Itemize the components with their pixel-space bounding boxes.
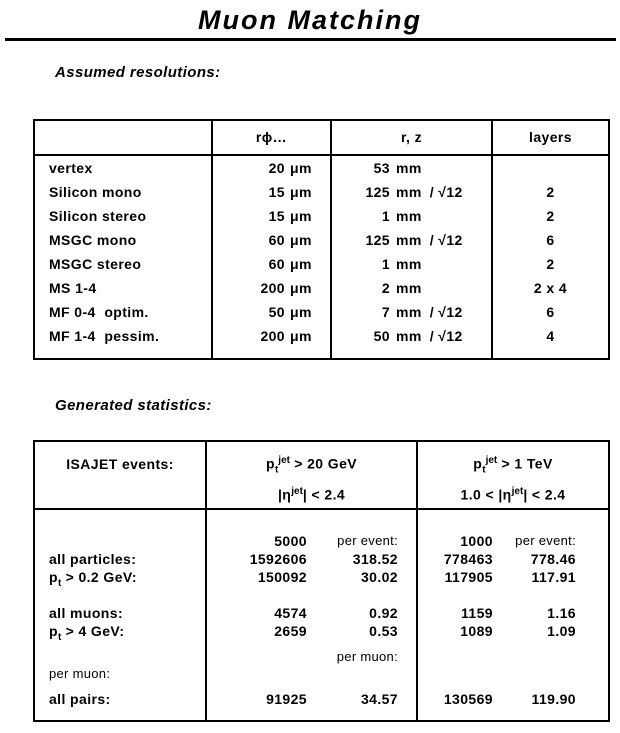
table-bottom-padding [35, 708, 608, 720]
spacer-row [35, 510, 608, 532]
detector-name: MS 1-4 [49, 280, 97, 296]
layers-value: 4 [491, 324, 608, 348]
table-row-mf-1-4 [35, 324, 608, 348]
per-muon-value: 34.57 [360, 691, 398, 707]
detector-name: Silicon mono [49, 184, 142, 200]
resolutions-table [33, 119, 610, 360]
rz-value: 2 mm [330, 276, 491, 300]
pt-jet-cut-1tev: $p_t^{jet} > 1$ TeV [473, 455, 553, 476]
per-event-value: 1.09 [547, 623, 576, 639]
table-row-msgc-mono [35, 228, 608, 252]
header-cell-layers: layers [491, 121, 608, 154]
per-muon-value: 119.90 [531, 691, 576, 707]
detector-name: MSGC mono [49, 232, 137, 248]
per-event-value: 0.92 [369, 605, 398, 621]
statistics-header-row [35, 442, 608, 510]
layers-value: 2 [491, 204, 608, 228]
rz-value: 1 mm [330, 252, 491, 276]
pt-jet-cut-20gev: $p_t^{jet} > 20$ GeV [266, 455, 357, 476]
count-value: 2659 [274, 623, 307, 639]
per-event-label: per event: [337, 533, 398, 548]
row-label: all particles: [49, 551, 137, 567]
layers-value: 6 [491, 300, 608, 324]
count-value: 1159 [461, 605, 493, 621]
pt-above-02gev-row [35, 568, 608, 589]
spacer-row [35, 586, 608, 604]
rz-value: 1 mm [330, 204, 491, 228]
pt-above-4gev-row [35, 622, 608, 643]
statistics-table [33, 440, 610, 722]
all-pairs-row [35, 690, 608, 708]
table-row-silicon-mono [35, 180, 608, 204]
table-row-silicon-stereo [35, 204, 608, 228]
count-value: 91925 [266, 691, 307, 707]
sample-20gev-header [205, 442, 416, 508]
page-title: Muon Matching [198, 5, 422, 35]
section-heading-resolutions: Assumed resolutions: [55, 64, 221, 81]
layers-value: 6 [491, 228, 608, 252]
per-event-value: 0.53 [369, 623, 398, 639]
count-value: 1592606 [249, 551, 307, 567]
header-cell-rphi: rϕ… [211, 121, 330, 154]
per-muon-label: per muon: [336, 649, 398, 664]
row-label: $p_t > 4$ GeV: [49, 623, 125, 643]
rphi-value: 20 μm [211, 156, 330, 180]
per-muon-row [35, 666, 608, 682]
table-row-msgc-stereo [35, 252, 608, 276]
rz-value: 50 mm / √12 [330, 324, 491, 348]
layers-value: 2 [491, 180, 608, 204]
layers-value [491, 156, 608, 180]
layers-value: 2 x 4 [491, 276, 608, 300]
rphi-value: 60 μm [211, 228, 330, 252]
sample-1tev-header [416, 442, 608, 508]
count-value: 1089 [460, 623, 493, 639]
count-value: 4574 [274, 605, 307, 621]
all-particles-row [35, 550, 608, 568]
rz-value: 53 mm [330, 156, 491, 180]
row-label: all muons: [49, 605, 124, 621]
isajet-events-label: ISAJET events: [66, 456, 174, 472]
rphi-value: 50 μm [211, 300, 330, 324]
per-muon-row-label: per muon: [49, 666, 111, 681]
event-counts-row [35, 532, 608, 550]
rphi-value: 15 μm [211, 204, 330, 228]
count-value: 150092 [257, 569, 307, 585]
rz-value: 7 mm / √12 [330, 300, 491, 324]
detector-name: MF 1-4 pessim. [49, 328, 160, 344]
per-event-label: per event: [515, 533, 576, 548]
layers-value: 2 [491, 252, 608, 276]
row-label: $p_t > 0.2$ GeV: [49, 569, 137, 589]
rz-value: 125 mm / √12 [330, 228, 491, 252]
events-count-1tev: 1000 [460, 533, 493, 549]
detector-name: MSGC stereo [49, 256, 142, 272]
rphi-value: 60 μm [211, 252, 330, 276]
per-event-value: 117.91 [531, 569, 576, 585]
table-row-ms-1-4 [35, 276, 608, 300]
section-heading-statistics: Generated statistics: [55, 397, 212, 414]
per-event-value: 1.16 [547, 605, 576, 621]
title-underline [5, 38, 616, 41]
rphi-value: 15 μm [211, 180, 330, 204]
detector-name: vertex [49, 160, 93, 176]
row-label: all pairs: [49, 691, 111, 707]
eta-jet-cut-20gev: $|\eta^{jet}| < 2.4$ [277, 486, 346, 503]
events-count-20gev: 5000 [274, 533, 307, 549]
header-cell-blank [35, 121, 211, 154]
eta-jet-cut-1tev: $1.0 < |\eta^{jet}| < 2.4$ [460, 486, 566, 503]
table-row-vertex [35, 156, 608, 180]
rz-value: 125 mm / √12 [330, 180, 491, 204]
rphi-value: 200 μm [211, 324, 330, 348]
table-bottom-padding [35, 348, 608, 358]
per-muon-header-row [35, 648, 608, 666]
count-value: 778463 [443, 551, 493, 567]
table-row-mf-0-4 [35, 300, 608, 324]
rphi-value: 200 μm [211, 276, 330, 300]
detector-name: Silicon stereo [49, 208, 147, 224]
resolutions-header-row [35, 121, 608, 156]
per-event-value: 318.52 [352, 551, 398, 567]
per-event-value: 778.46 [530, 551, 576, 567]
per-event-value: 30.02 [360, 569, 398, 585]
all-muons-row [35, 604, 608, 622]
spacer-row [35, 682, 608, 690]
count-value: 117905 [444, 569, 493, 585]
detector-name: MF 0-4 optim. [49, 304, 149, 320]
spacer-row [35, 640, 608, 648]
header-cell-rz: r, z [330, 121, 491, 154]
count-value: 130569 [443, 691, 493, 707]
